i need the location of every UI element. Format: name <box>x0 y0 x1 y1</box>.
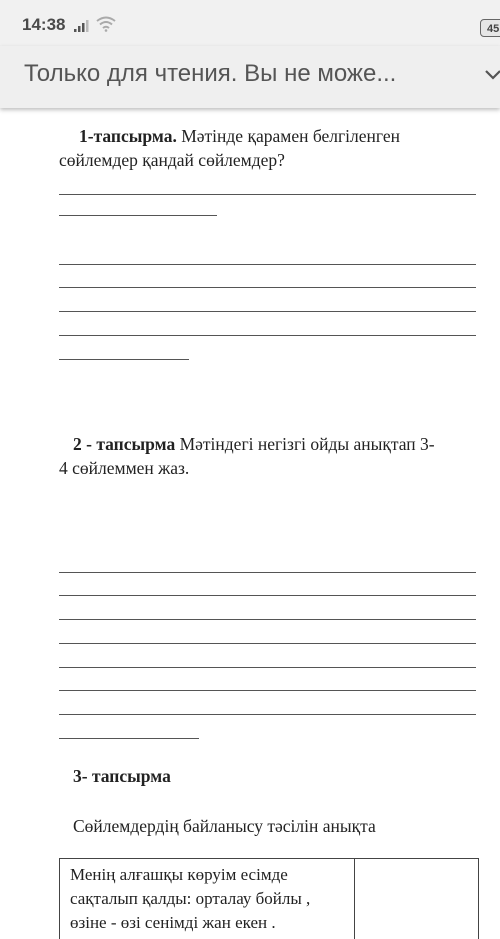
chevron-down-icon[interactable] <box>484 68 500 82</box>
task2-heading: 2 - тапсырма <box>73 434 176 454</box>
answer-line <box>59 643 476 644</box>
answer-line <box>59 335 476 336</box>
answer-line <box>59 690 476 691</box>
wifi-icon <box>96 16 116 32</box>
answer-line <box>59 215 217 216</box>
task2-text-line2: 4 сөйлеммен жаз. <box>59 458 190 478</box>
table-cell-line: Менің алғашқы көруім есімде <box>70 865 288 884</box>
answer-line <box>59 619 476 620</box>
answer-line <box>59 667 476 668</box>
battery-icon: 45 <box>480 19 500 37</box>
table-cell-line: өзіне - өзі сенімді жан екен . <box>70 913 276 932</box>
answer-line <box>59 359 189 360</box>
task3-instruction: Сөйлемдердің байланысу тәсілін анықта <box>73 816 376 836</box>
answer-line <box>59 714 476 715</box>
status-bar <box>0 0 500 46</box>
task2-text-line1: Мәтіндегі негізгі ойды анықтап 3- <box>175 434 435 454</box>
answer-line <box>59 572 476 573</box>
status-time: 14:38 <box>22 15 66 34</box>
document-page <box>0 108 500 933</box>
answer-table <box>59 858 479 939</box>
document-title: Только для чтения. Вы не може... <box>24 60 397 87</box>
signal-icon <box>74 18 90 32</box>
table-divider <box>354 859 355 939</box>
answer-line <box>59 738 199 739</box>
answer-line <box>59 311 476 312</box>
app-bar <box>0 46 500 108</box>
answer-line <box>59 287 476 288</box>
table-cell-line: сақталып қалды: орталау бойлы , <box>70 889 311 908</box>
task3-heading <box>73 764 171 788</box>
task1-heading: 1-тапсырма. <box>79 126 177 146</box>
answer-line <box>59 264 476 265</box>
task1-paragraph <box>59 124 479 172</box>
task1-text-line2: сөйлемдер қандай сөйлемдер? <box>59 150 285 170</box>
answer-line <box>59 595 476 596</box>
answer-line <box>59 194 476 195</box>
table-cell <box>70 863 350 935</box>
task3-heading-text: 3- тапсырма <box>73 766 171 786</box>
task2-paragraph <box>59 432 479 480</box>
task1-text-line1: Мәтінде қарамен белгіленген <box>176 126 400 146</box>
